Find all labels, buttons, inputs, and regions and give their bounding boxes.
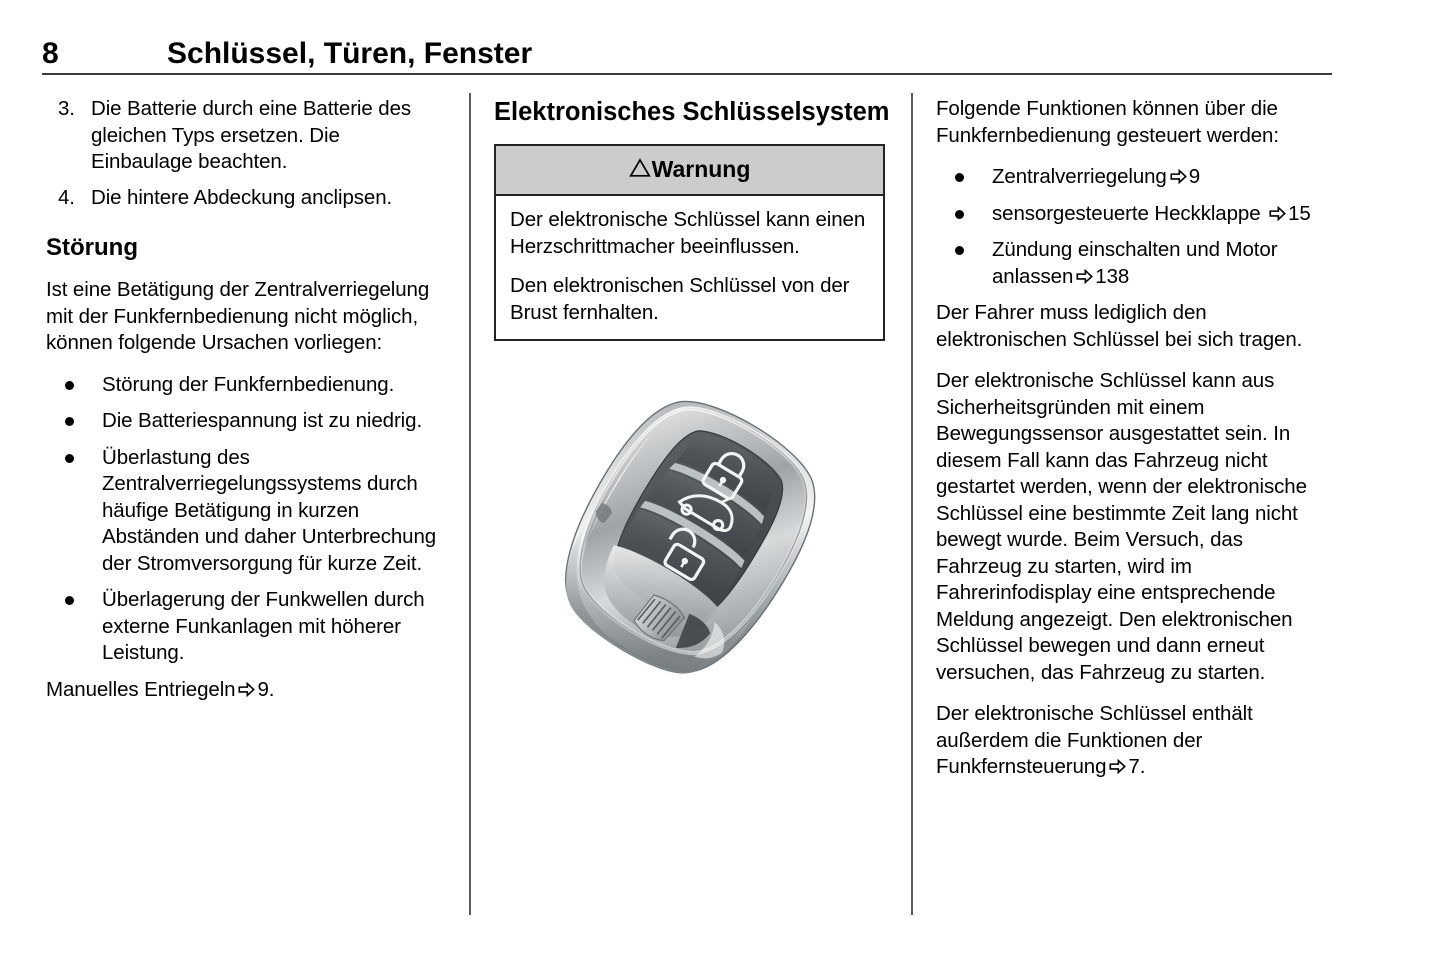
- bullet-dot-icon: [955, 246, 964, 255]
- functions-intro-paragraph: Folgende Funktionen können über die Funkfernbedienung gesteuert werden:: [936, 97, 1279, 147]
- list-item-page-reference: 138: [1095, 264, 1130, 288]
- electronic-key-fob-illustration: [494, 367, 885, 697]
- motion-sensor-paragraph: Der elektronische Schlüssel kann aus Sicherheitsgründen mit einem Bewegungssensor ausgestattet sein. In diesem Fall kann das Fahrzeug nicht gestartet werden, wenn der elektronische Schlüssel eine bestimmte Zeit lang nicht bewegt wurde. Beim Versuch, das Fahrzeug zu starten, wird im Fahrerinfodisplay eine entsprechende Meldung angezeigt. Den elektronischen Schlüssel bewegen und dann erneut versuchen, das Fahrzeug zu starten.: [936, 369, 1307, 684]
- page-reference-arrow-icon: [1170, 166, 1187, 183]
- page-reference-arrow-icon: [1109, 756, 1126, 773]
- page-reference-arrow-icon: [238, 679, 255, 696]
- list-item-text: Die hintere Abdeckung anclipsen.: [91, 185, 393, 209]
- warning-paragraph: Der elektronische Schlüssel kann einen Herzschrittmacher beeinflussen.: [510, 208, 866, 258]
- final-paragraph-page: 7.: [1128, 755, 1146, 778]
- remote-control-functions-paragraph: [936, 701, 1332, 781]
- bullet-dot-icon: [65, 596, 74, 605]
- warning-box-title: Warnung: [651, 156, 751, 182]
- bullet-dot-icon: [65, 381, 74, 390]
- list-item-text: Störung der Funkfernbedienung.: [102, 372, 395, 396]
- fault-cause-list: [46, 372, 442, 667]
- list-item-page-reference: 15: [1288, 201, 1311, 225]
- list-item: [46, 372, 442, 399]
- column-divider-right: [911, 93, 913, 915]
- list-item: [46, 445, 442, 578]
- list-item: [936, 201, 1332, 228]
- final-paragraph-text: Der elektronische Schlüssel enthält außerdem die Funktionen der Funkfernsteuerung: [936, 702, 1253, 778]
- cross-reference-page: 9.: [257, 677, 275, 701]
- header-rule: [42, 73, 1332, 75]
- page-reference-arrow-icon: [1076, 266, 1093, 283]
- right-column: [936, 96, 1332, 796]
- page-number: 8: [42, 37, 59, 70]
- list-item-text: Zündung einschalten und Motor anlassen: [992, 238, 1278, 288]
- list-item: [46, 185, 442, 212]
- list-item: [46, 408, 442, 435]
- list-item: [46, 96, 442, 176]
- list-item: [936, 164, 1332, 191]
- list-item-number: 4.: [58, 185, 75, 209]
- list-item-text: Überlagerung der Funkwellen durch externe Funkanlagen mit höherer Leistung.: [102, 588, 425, 664]
- cross-reference-manuelles-entriegeln: [46, 677, 442, 704]
- list-item-page-reference: 9: [1188, 165, 1201, 188]
- page-header: [42, 34, 1332, 76]
- bullet-dot-icon: [65, 417, 74, 426]
- left-column: [46, 96, 442, 718]
- list-item-text: Die Batterie durch eine Batterie des gleichen Typs ersetzen. Die Einbaulage beachten.: [91, 97, 412, 173]
- warning-paragraph: Den elektronischen Schlüssel von der Brust fernhalten.: [510, 274, 850, 324]
- chapter-title: Schlüssel, Türen, Fenster: [167, 37, 533, 70]
- list-item-number: 3.: [58, 97, 75, 120]
- numbered-instruction-list: [46, 96, 442, 211]
- column-divider-left: [469, 93, 471, 915]
- list-item: [46, 587, 442, 667]
- remote-functions-list: [936, 164, 1332, 290]
- middle-column: [494, 96, 890, 697]
- page-title: Elektronisches Schlüsselsystem: [494, 98, 890, 126]
- bullet-dot-icon: [955, 173, 964, 182]
- warning-triangle-icon: [629, 156, 651, 184]
- warning-box-body: [496, 196, 883, 339]
- bullet-dot-icon: [65, 454, 74, 463]
- list-item-text: sensorgesteuerte Heckklappe: [992, 201, 1261, 225]
- stoerung-intro-paragraph: Ist eine Betätigung der Zentralverriegelung mit der Funkfernbedienung nicht möglich, können folgende Ursachen vorliegen:: [46, 278, 430, 354]
- list-item-text: Überlastung des Zentralverriegelungssystems durch häufige Betätigung in kurzen Abständen und daher Unterbrechung der Stromversorgung für kurze Zeit.: [102, 445, 437, 575]
- list-item-text: Zentralverriegelung: [992, 165, 1167, 188]
- list-item: [936, 237, 1332, 290]
- warning-box: [494, 144, 885, 341]
- page-reference-arrow-icon: [1269, 203, 1286, 220]
- cross-reference-label: Manuelles Entriegeln: [46, 677, 236, 701]
- section-heading-stoerung: Störung: [46, 234, 138, 261]
- warning-box-header: [496, 146, 883, 196]
- driver-carry-paragraph: Der Fahrer muss lediglich den elektronischen Schlüssel bei sich tragen.: [936, 301, 1303, 351]
- bullet-dot-icon: [955, 210, 964, 219]
- list-item-text: Die Batteriespannung ist zu niedrig.: [102, 409, 423, 432]
